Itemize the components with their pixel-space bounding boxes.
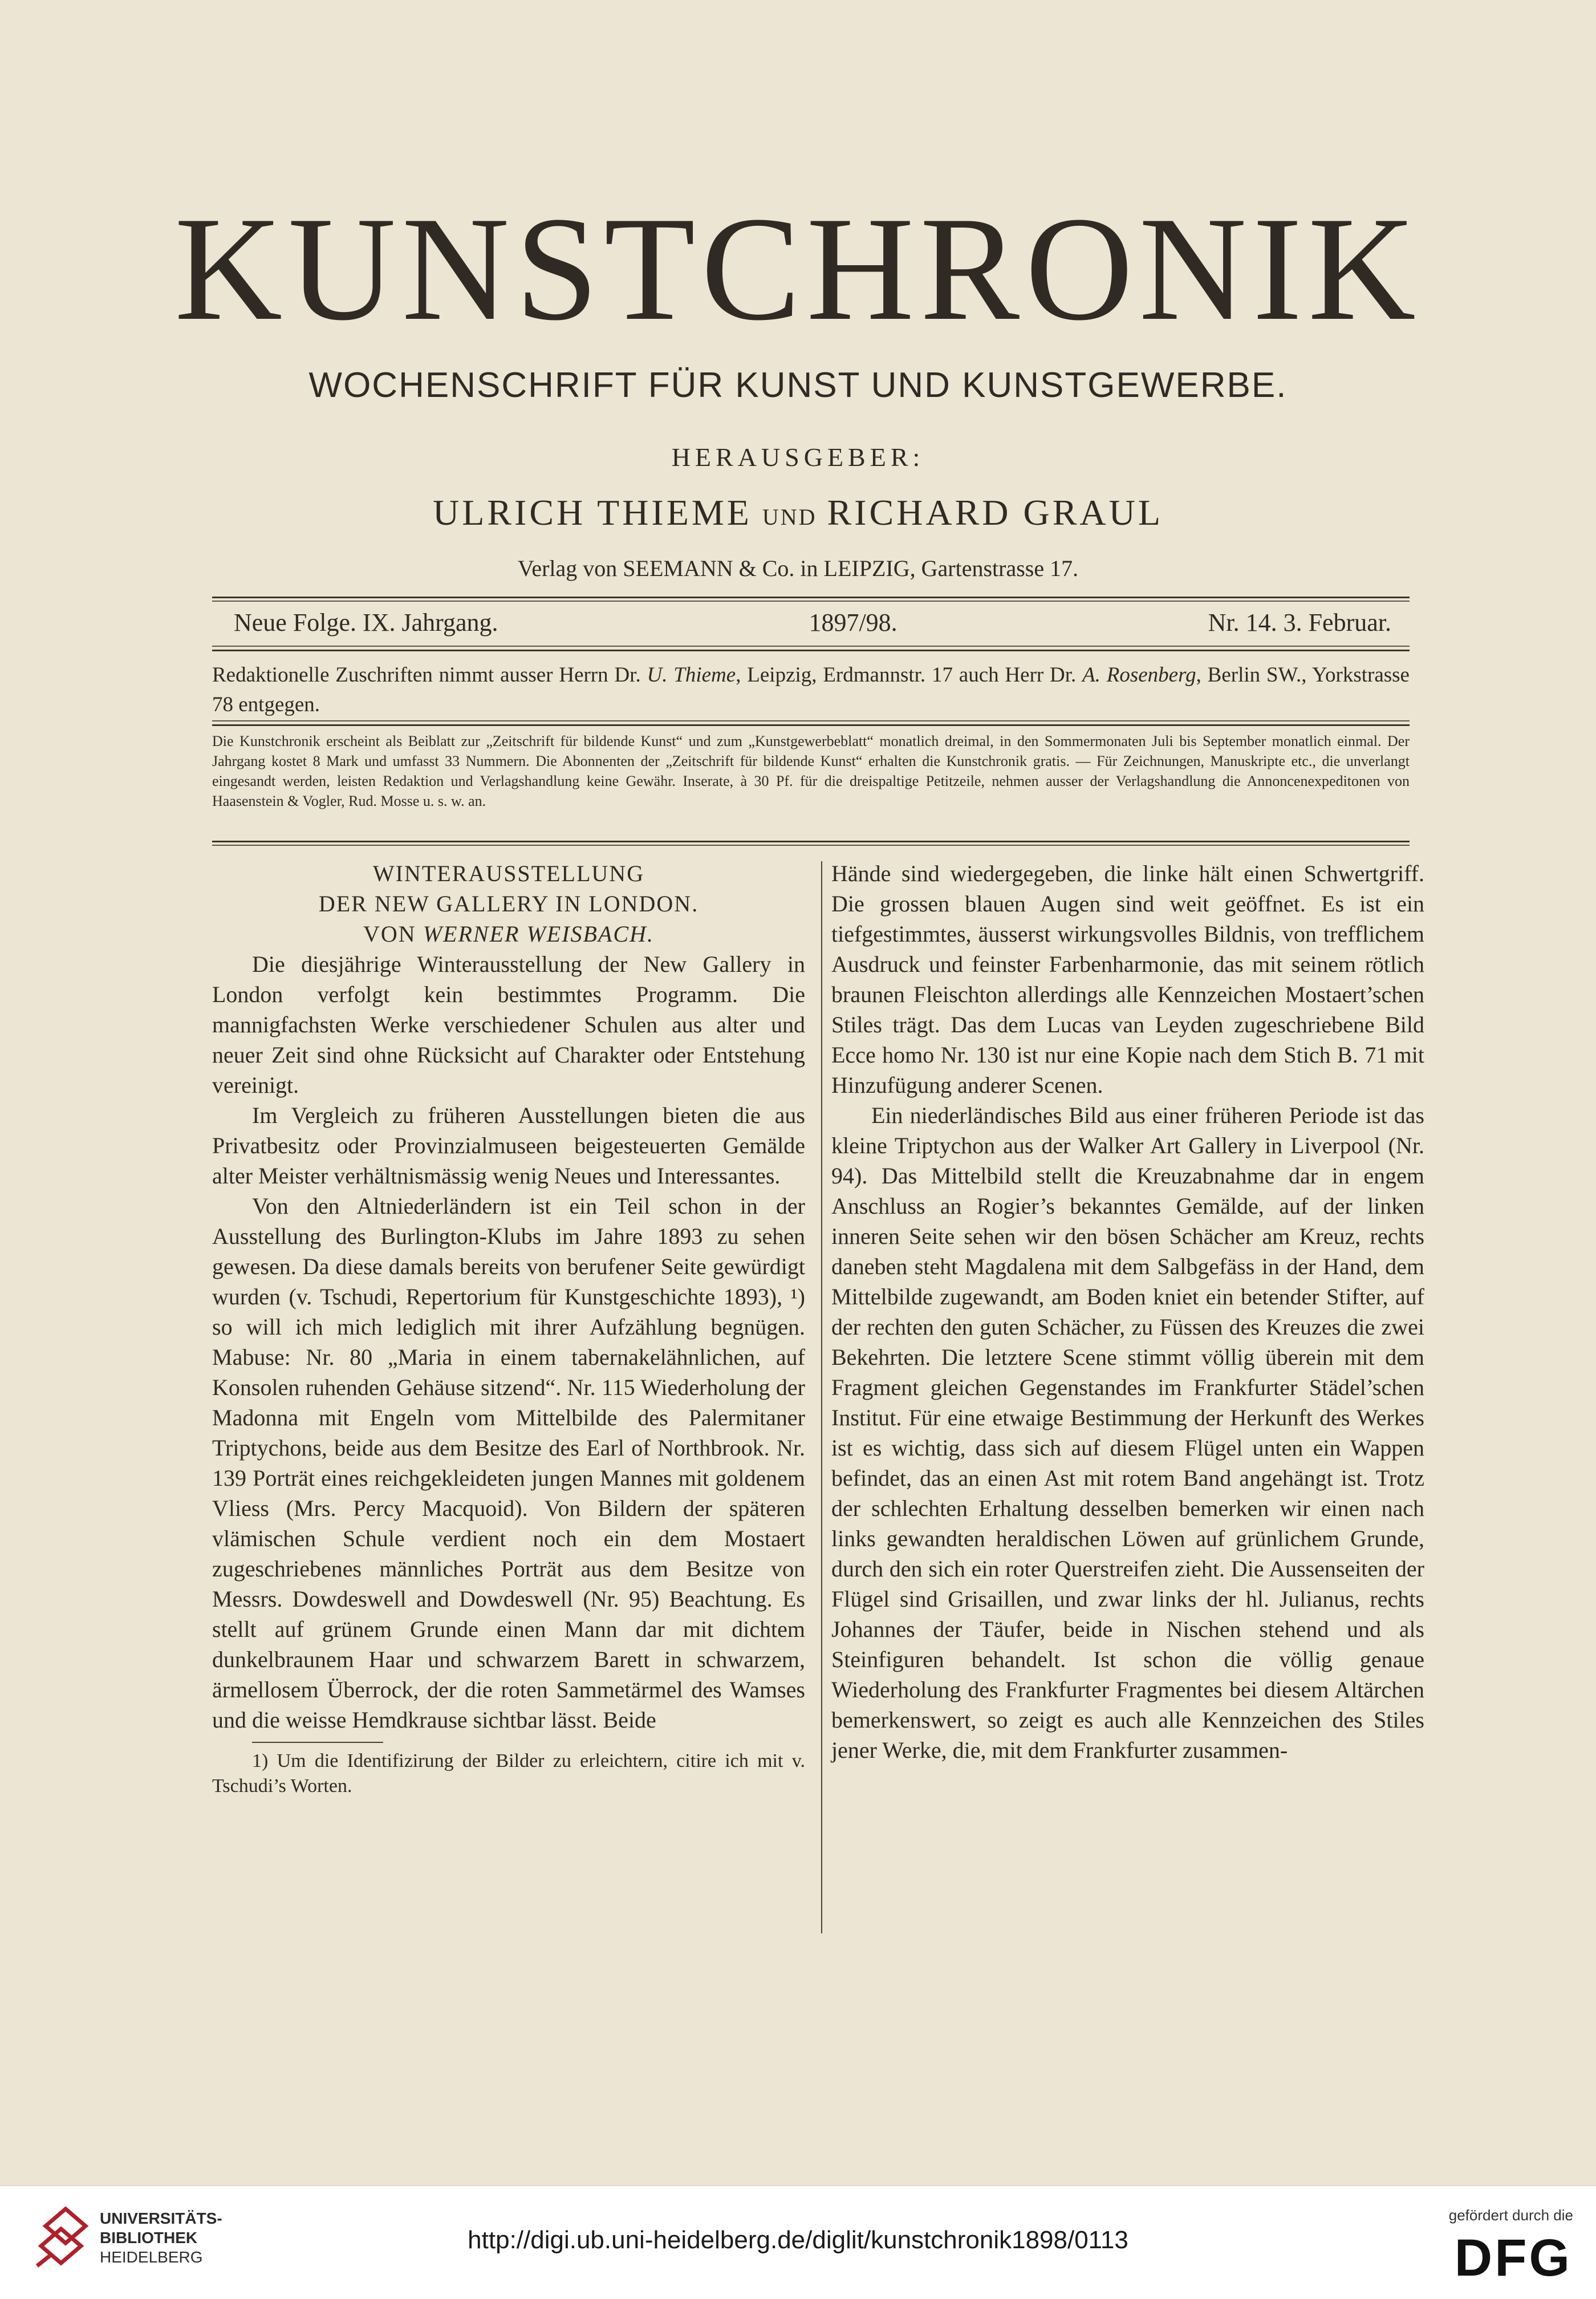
article-column-right — [831, 858, 1424, 1765]
library-line-3: HEIDELBERG — [100, 2248, 203, 2266]
permalink-url[interactable]: http://digi.ub.uni-heidelberg.de/diglit/kunstchronik1898/0113 — [468, 2226, 1128, 2254]
issue-year: 1897/98. — [809, 609, 898, 636]
article-byline — [212, 919, 805, 949]
subscription-notice: Die Kunstchronik erscheint als Beiblatt zur „Zeitschrift für bildende Kunst“ und zum „Kunstgewerbeblatt“ monatlich dreimal, in den Sommermonaten Juli bis September monatlich einmal. Der Jahrgang kostet 8 Mark und umfasst 33 Nummern. Die Abonnenten der „Zeitschrift für bildende Kunst“ erhalten die Kunstchronik gratis. — Für Zeichnungen, Manuskripte etc., die unverlangt eingesandt werden, leisten Redaktion und Verlagshandlung keine Gewähr. Inserate, à 30 Pf. für die dreispaltige Petitzeile, nehmen ausser der Verlagshandlung die Annoncenexpeditonen von Haasenstein & Vogler, Rud. Mosse u. s. w. an. — [212, 733, 1410, 809]
rule-notice-bottom-thin — [212, 845, 1410, 846]
column-divider — [821, 861, 822, 1933]
paragraph-2: Im Vergleich zu früheren Ausstellungen bieten die aus Privatbesitz oder Provinzialmuseen beigesteuerten Gemälde alter Meister verhältnismässig wenig Neues und Interessantes. — [212, 1102, 805, 1189]
redaktion-pre: Redaktionelle Zuschriften nimmt ausser Herrn Dr. — [212, 663, 647, 687]
footnote-rule — [252, 1742, 383, 1743]
editors-line — [0, 492, 1596, 534]
rule-top — [212, 597, 1410, 598]
article-author: WERNER WEISBACH. — [423, 921, 654, 947]
herausgeber-label: HERAUSGEBER: — [671, 443, 925, 472]
funded-by-text: gefördert durch die — [1448, 2207, 1573, 2224]
rule-mid — [212, 650, 1410, 651]
issue-folge: Neue Folge. IX. Jahrgang. — [234, 609, 498, 636]
paragraph-3: Von den Altniederländern ist ein Teil schon in der Ausstellung des Burlington-Klubs im Jahre 1893 zu sehen gewesen. Da diese damals bereits von berufener Seite gewürdigt wurden (v. Tschudi, Repertorium für Kunstgeschichte 1893), ¹) so will ich mich lediglich mit ihrer Aufzählung begnügen. Mabuse: Nr. 80 „Maria in einem tabernakelähnlichen, auf Konsolen ruhenden Gehäuse sitzend“. Nr. 115 Wiederholung der Madonna mit Engeln vom Mittelbilde des Palermitaner Triptychons, beide aus dem Besitze des Earl of Northbrook. Nr. 139 Porträt eines reichgekleideten jungen Mannes mit goldenem Vliess (Mrs. Percy Macquoid). Von Bildern der späteren vlämischen Schule verdient noch ein dem Mostaert zugeschriebenes männliches Porträt aus dem Besitze von Messrs. Dowdeswell and Dowdeswell (Nr. 95) Beachtung. Es stellt auf grünem Grunde einen Mann dar mit dichtem dunkelbraunem Haar und schwarzem Barett in schwarzem, ärmellosem Überrock, der die roten Sammetärmel des Wamses und die weisse Hemdkrause sichtbar lässt. Beide — [212, 1193, 805, 1733]
masthead-title: KUNSTCHRONIK — [174, 186, 1422, 351]
redaktion-mid: , Leipzig, Erdmannstr. 17 auch Herr Dr. — [736, 663, 1083, 687]
paragraph-4: Hände sind wiedergegeben, die linke hält einen Schwertgriff. Die grossen blauen Augen sind weit geöffnet. Es ist ein tiefgestimmtes, äusserst wirkungsvolles Bildnis, von trefflichem Ausdruck und feinster Farbenharmonie, das mit seinem rötlich braunen Fleischton allerdings alle Kennzeichen Mostaert’schen Stiles trägt. Das dem Lucas van Leyden zugeschriebene Bild Ecce homo Nr. 130 ist nur eine Kopie nach dem Stich B. 71 mit Hinzufügung anderer Scenen. — [831, 861, 1424, 1098]
redaktion-post: , Berlin SW., Yorkstrasse 78 entgegen. — [212, 663, 1410, 716]
rule-notice-top — [212, 724, 1410, 726]
library-line-1: UNIVERSITÄTS- — [100, 2209, 222, 2227]
masthead-subtitle: WOCHENSCHRIFT FÜR KUNST UND KUNSTGEWERBE. — [308, 366, 1288, 405]
editors-und: UND — [762, 504, 817, 530]
article-heading-2: DER NEW GALLERY IN LONDON. — [318, 891, 699, 917]
article-column-left — [212, 858, 805, 1799]
issue-number: Nr. 14. 3. Februar. — [1208, 609, 1391, 636]
rule-mid-thin — [212, 646, 1410, 647]
redaktion-name-1: U. Thieme — [647, 663, 736, 687]
footnote: 1) Um die Identifizirung der Bilder zu erleichtern, citire ich mit v. Tschudi’s Worten. — [212, 1750, 805, 1797]
digitization-footer — [0, 2186, 1596, 2299]
article-heading-1: WINTERAUSSTELLUNG — [372, 861, 645, 886]
dfg-logo: DFG — [1454, 2229, 1572, 2287]
redaktion-name-2: A. Rosenberg — [1082, 663, 1196, 687]
redaktion-notice — [212, 660, 1410, 720]
issue-line — [234, 608, 1391, 637]
rule-top-thin — [212, 601, 1410, 602]
paragraph-1: Die diesjährige Winterausstellung der New Gallery in London verfolgt kein bestimmtes Programm. Die mannigfachsten Werke verschiedener Schulen aus alter und neuer Zeit sind ohne Rücksicht auf Charakter oder Entstehung vereinigt. — [212, 951, 805, 1098]
editor-1: ULRICH THIEME — [433, 492, 752, 533]
editor-2: RICHARD GRAUL — [827, 492, 1163, 533]
library-line-2: BIBLIOTHEK — [100, 2229, 198, 2247]
publisher-line: Verlag von SEEMANN & Co. in LEIPZIG, Gartenstrasse 17. — [517, 556, 1079, 581]
rule-notice-bottom — [212, 841, 1410, 842]
rule-notice-top-thin — [212, 720, 1410, 721]
paragraph-5: Ein niederländisches Bild aus einer früheren Periode ist das kleine Triptychon aus der Walker Art Gallery in Liverpool (Nr. 94). Das Mittelbild stellt die Kreuzabnahme dar in engem Anschluss an Rogier’s bekanntes Gemälde, auf der linken inneren Seite sehen wir den bösen Schächer am Kreuz, rechts daneben steht Magdalena mit dem Salbgefäss in der Hand, dem Mittelbilde zugewandt, am Boden kniet ein betender Stifter, auf der rechten den guten Schächer, zu Füssen des Kreuzes die zwei Bekehrten. Die letztere Scene stimmt völlig überein mit dem Fragment gleichen Gegenstandes im Frankfurter Städel’schen Institut. Für eine etwaige Bestimmung der Herkunft des Werkes ist es wichtig, dass sich auf diesem Flügel unten ein Wappen befindet, das an einen Ast mit rotem Band angehängt ist. Trotz der schlechten Erhaltung desselben bemerken wir einen nach links gewandten heraldischen Löwen auf grünlichem Grunde, durch den sich ein roter Querstreifen zieht. Die Aussenseiten der Flügel sind Grisaillen, und zwar links der hl. Julianus, rechts Johannes der Täufer, beide in Nischen stehend und als Steinfiguren behandelt. Ist schon die völlig genaue Wiederholung des Frankfurter Fragmentes bei diesem Altärchen bemerkenswert, so zeigt es auch alle Kennzeichen des Stiles jener Werke, die, mit dem Frankfurter zusammen- — [831, 1102, 1424, 1763]
byline-von: VON — [363, 921, 423, 947]
